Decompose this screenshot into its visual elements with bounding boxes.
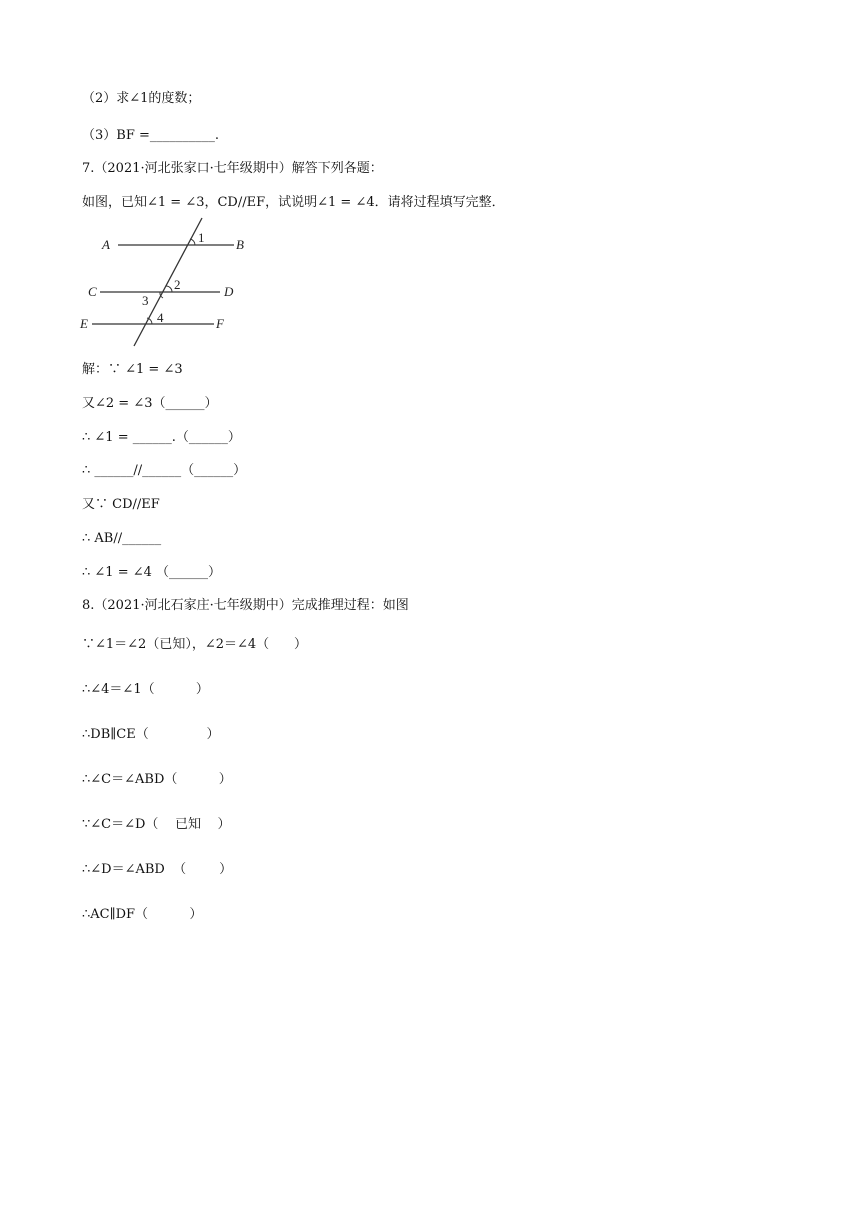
parallel-lines-figure	[78, 212, 268, 352]
q7-step-3: ∴ ∠1 = ______.（______）	[82, 430, 241, 445]
q8-step-1: ∵∠1＝∠2（已知），∠2＝∠4（ ）	[82, 637, 307, 652]
q6-part2: （2）求∠1的度数；	[82, 91, 201, 106]
q7-heading: 7.（2021·河北张家口·七年级期中）解答下列各题：	[82, 161, 383, 176]
angle-2-arc	[166, 286, 172, 292]
q7-step-2: 又∠2 = ∠3（______）	[82, 396, 218, 411]
q7-step-1: 解：∵ ∠1 = ∠3	[82, 362, 183, 377]
q7-step-5: 又∵ CD//EF	[82, 497, 160, 512]
q8-step-2: ∴∠4＝∠1（ ）	[82, 682, 209, 697]
label-b: B	[236, 237, 244, 252]
label-f: F	[216, 316, 224, 331]
q7-intro: 如图，已知∠1 = ∠3，CD//EF，试说明∠1 = ∠4．请将过程填写完整．	[82, 195, 505, 210]
angle-2-label: 2	[174, 277, 181, 292]
label-d: D	[224, 284, 234, 299]
q8-step-5: ∵∠C＝∠D（ 已知 ）	[82, 817, 231, 832]
angle-3-label: 3	[142, 293, 149, 308]
q8-step-3: ∴DB∥CE（ ）	[82, 727, 220, 742]
q8-step-6: ∴∠D＝∠ABD （ ）	[82, 862, 233, 877]
q8-step-7: ∴AC∥DF（ ）	[82, 907, 203, 922]
angle-4-label: 4	[157, 310, 164, 325]
q6-part3: （3）BF =__________.	[82, 128, 220, 143]
q7-step-6: ∴ AB//______	[82, 531, 162, 546]
angle-1-label: 1	[198, 230, 205, 245]
label-a: A	[102, 237, 110, 252]
label-e: E	[80, 316, 88, 331]
transversal	[134, 218, 202, 346]
label-c: C	[88, 284, 97, 299]
q8-heading: 8.（2021·河北石家庄·七年级期中）完成推理过程：如图	[82, 598, 409, 613]
q7-step-4: ∴ ______//______（______）	[82, 463, 247, 478]
q8-step-4: ∴∠C＝∠ABD（ ）	[82, 772, 232, 787]
q7-step-7: ∴ ∠1 = ∠4 （______）	[82, 565, 222, 580]
